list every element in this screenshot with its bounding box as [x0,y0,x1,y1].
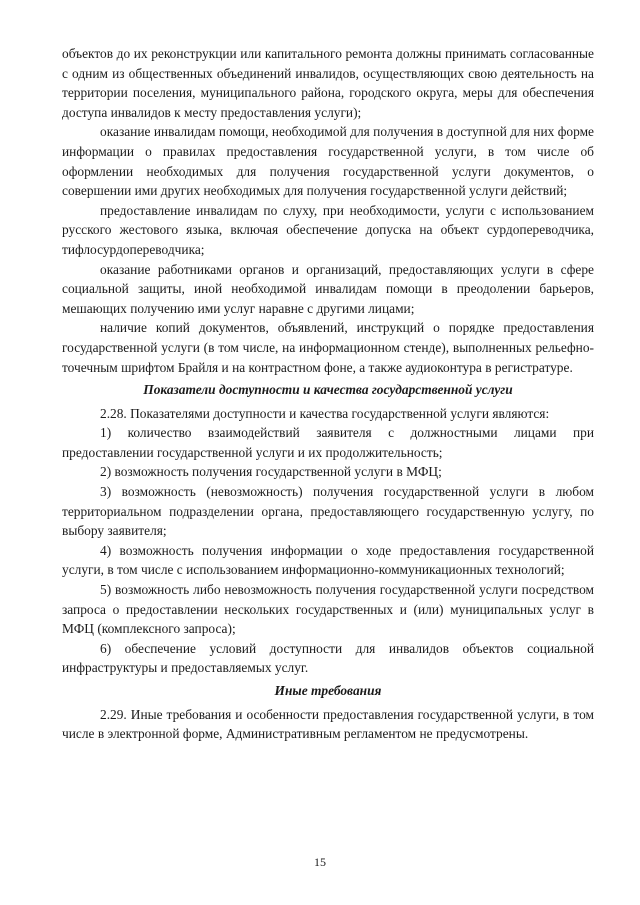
section-heading-accessibility: Показатели доступности и качества государственной услуги [143,382,513,398]
paragraph-2-29: 2.29. Иные требования и особенности предоставления государственной услуги, в том числе в электронной форме, Административным регламентом не предусмотрены. [62,706,594,742]
section-heading-other: Иные требования [274,683,382,698]
paragraph-continuation: объектов до их реконструкции или капитального ремонта должны принимать согласованные с одним из общественных объединений инвалидов, осуществляющих свою деятельность на территории поселения, муниципального района, городского округа, меры для обеспечения доступа инвалидов к месту предоставления услуги); [62,46,594,120]
paragraph-assistance-info: оказание инвалидам помощи, необходимой для получения в доступной для них форме информации о правилах предоставления государственной услуги, в том числе об оформлении необходимых для получения государственной услуги документов, о совершении ими других необходимых для получения государственной услуги действий; [62,124,594,199]
list-item-4: 4) возможность получения информации о ходе предоставления государственной услуги, в том числе с использованием информационно-коммуникационных технологий; [62,542,594,578]
page-number: 15 [314,855,326,869]
paragraph-staff-assistance: оказание работниками органов и организаций, предоставляющих услуги в сфере социальной защиты, иной необходимой инвалидам помощи в преодолении барьеров, мешающих получению ими услуг наравне с другими лицами; [62,261,594,316]
list-item-5: 5) возможность либо невозможность получения государственной услуги посредством запроса о предоставлении нескольких государственных и (или) муниципальных услуг в МФЦ (комплексного запроса); [62,582,594,637]
list-item-2: 2) возможность получения государственной услуги в МФЦ; [100,464,442,480]
list-item-1: 1) количество взаимодействий заявителя с должностными лицами при предоставлении государственной услуги и их продолжительность; [62,425,594,460]
paragraph-sign-language: предоставление инвалидам по слуху, при необходимости, услуги с использованием русского жестового языка, включая обеспечение допуска на объект сурдопереводчика, тифлосурдопереводчика; [62,202,594,257]
list-item-6: 6) обеспечение условий доступности для инвалидов объектов социальной инфраструктуры и предоставляемых услуг. [62,640,594,676]
paragraph-braille-copies: наличие копий документов, объявлений, инструкций о порядке предоставления государственной услуги (в том числе, на информационном стенде), выполненных рельефно-точечным шрифтом Брайля и на контрастном фоне, а также аудиоконтура в регистратуре. [62,320,594,375]
list-item-3: 3) возможность (невозможность) получения государственной услуги в любом территориальном подразделении органа, предоставляющего государственную услугу, по выбору заявителя; [62,484,594,539]
document-page [62,44,594,744]
paragraph-2-28: 2.28. Показателями доступности и качества государственной услуги являются: [100,405,550,421]
